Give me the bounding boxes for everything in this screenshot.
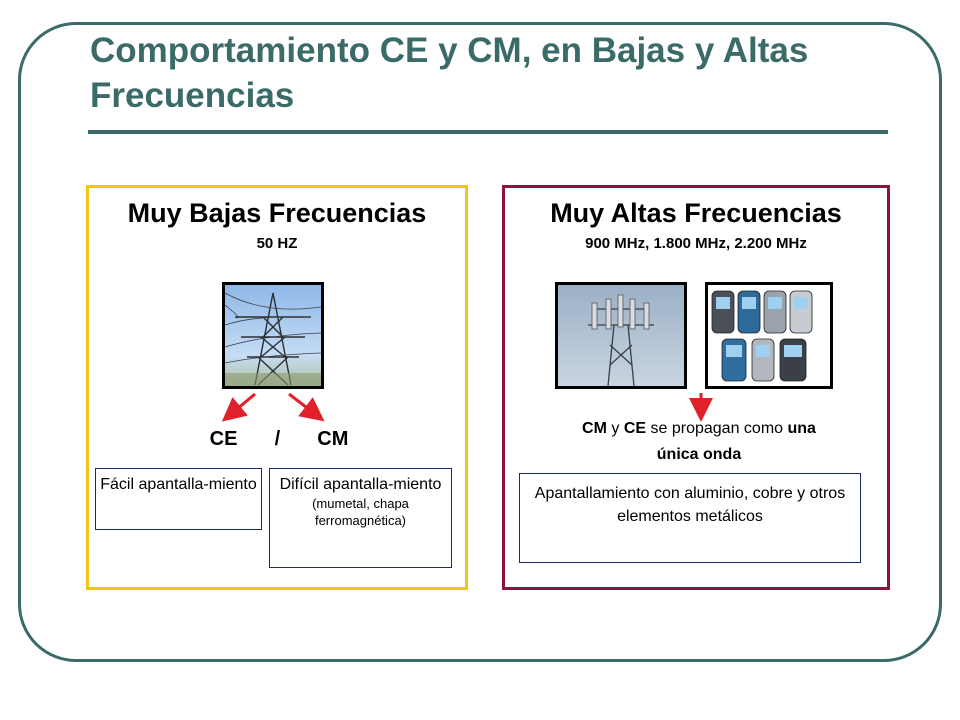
shielding-materials-text: Apantallamiento con aluminio, cobre y otros elementos metálicos [534, 485, 846, 525]
low-frequency-subheading: 50 HZ [256, 235, 298, 252]
arrow-to-ce [231, 394, 255, 414]
prop-unica: única onda [656, 446, 742, 463]
ce-label: CE [209, 428, 238, 450]
propagation-text [513, 416, 885, 468]
high-frequency-panel [502, 185, 890, 590]
prop-y: y [606, 420, 624, 437]
prop-ce: CE [623, 420, 647, 437]
easy-shielding-text: Fácil apantalla-miento [100, 476, 257, 493]
split-arrows [89, 188, 469, 448]
cm-label: CM [317, 428, 349, 450]
hard-shielding-detail: (mumetal, chapa ferromagnética) [312, 496, 409, 528]
slide-title: Comportamiento CE y CM, en Bajas y Altas Frecuencias [90, 31, 809, 115]
prop-mid: se propagan como [646, 420, 788, 437]
arrow-to-cm [289, 394, 315, 414]
field-type-labels [89, 428, 469, 451]
shielding-materials-box [519, 473, 861, 563]
easy-shielding-box [95, 468, 262, 530]
title-rule [88, 130, 888, 134]
prop-una: una [787, 420, 816, 437]
low-frequency-panel [86, 185, 468, 590]
prop-cm: CM [582, 420, 607, 437]
low-frequency-heading: Muy Bajas Frecuencias [127, 198, 427, 228]
high-frequency-heading: Muy Altas Frecuencias [550, 198, 842, 228]
high-frequency-subheading: 900 MHz, 1.800 MHz, 2.200 MHz [585, 235, 807, 252]
slash-separator: / [274, 428, 281, 450]
hard-shielding-text: Difícil apantalla-miento [279, 476, 442, 493]
propagation-arrow [505, 188, 893, 448]
hard-shielding-box [269, 468, 452, 568]
